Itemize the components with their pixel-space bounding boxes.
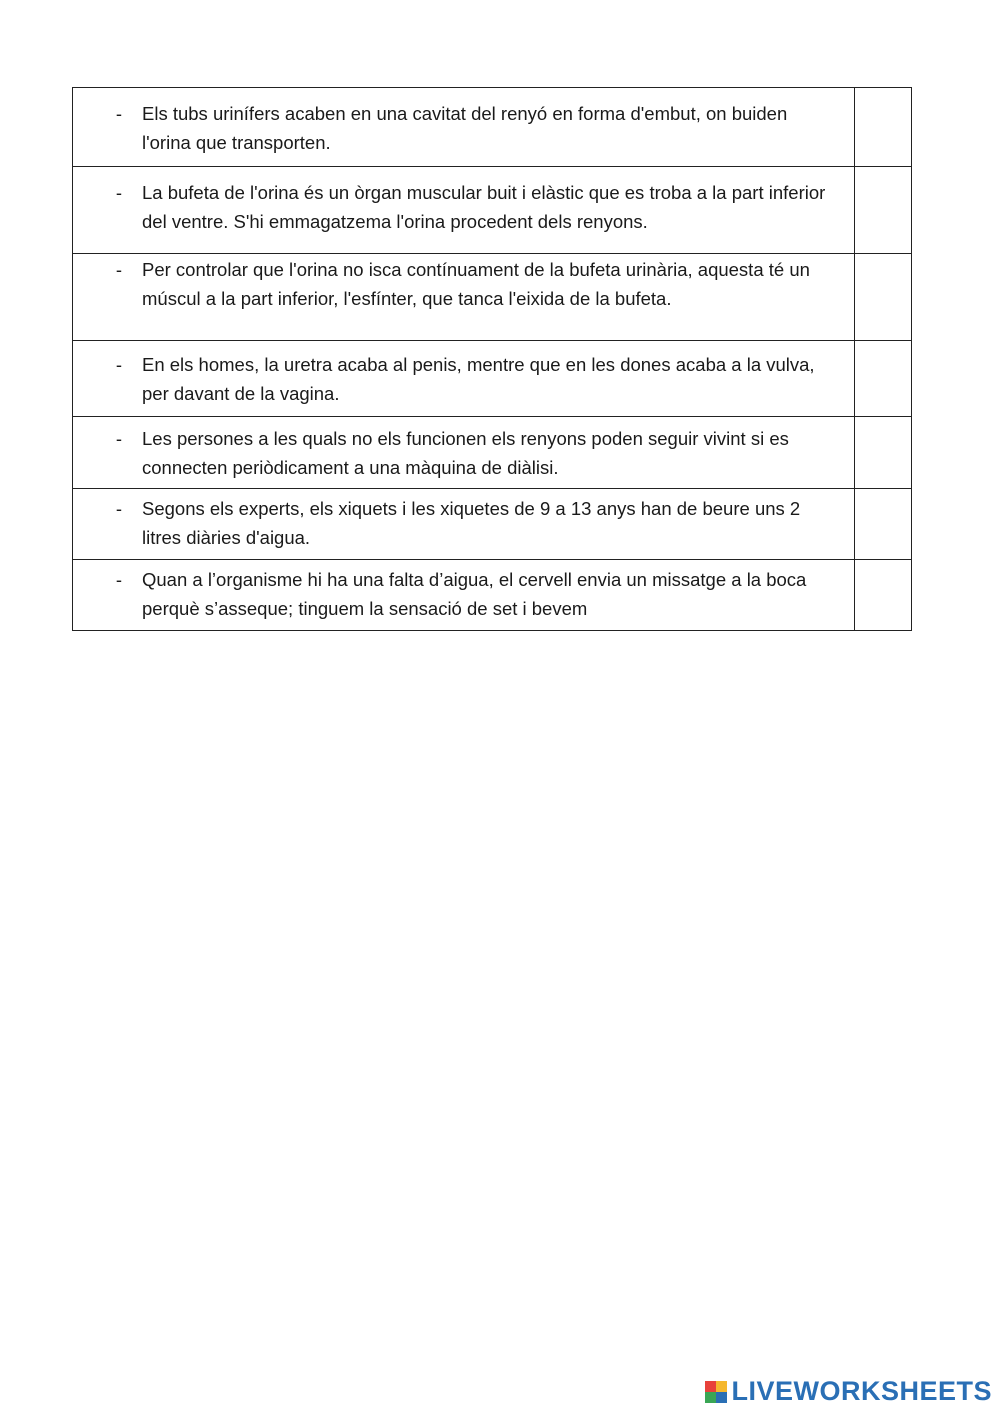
bullet-dash: - xyxy=(115,259,122,280)
liveworksheets-logo-icon xyxy=(705,1381,727,1403)
answer-box[interactable] xyxy=(854,167,911,254)
answer-box[interactable] xyxy=(854,560,911,631)
brand-name: LIVEWORKSHEETS xyxy=(731,1376,992,1406)
bullet-dash: - xyxy=(115,428,122,449)
statement-text: Les persones a les quals no els funcionen els renyons poden seguir vivint si es connecten periòdicament a una màquina de diàlisi. xyxy=(142,428,789,478)
statement-row xyxy=(73,167,912,254)
statement-text: Per controlar que l'orina no isca contínuament de la bufeta urinària, aquesta té un múscul a la part inferior, l'esfínter, que tanca l'eixida de la bufeta. xyxy=(142,259,810,309)
statement-cell xyxy=(73,167,855,254)
statement-row xyxy=(73,254,912,341)
answer-box[interactable] xyxy=(854,341,911,417)
statement-cell xyxy=(73,417,855,489)
bullet-dash: - xyxy=(115,354,122,375)
statement-text: Segons els experts, els xiquets i les xiquetes de 9 a 13 anys han de beure uns 2 litres diàries d'aigua. xyxy=(142,498,801,548)
statement-cell xyxy=(73,560,855,631)
bullet-dash: - xyxy=(115,569,122,590)
statement-cell xyxy=(73,341,855,417)
statement-cell xyxy=(73,489,855,560)
statement-row xyxy=(73,88,912,167)
statement-row xyxy=(73,341,912,417)
answer-box[interactable] xyxy=(854,254,911,341)
answer-box[interactable] xyxy=(854,489,911,560)
bullet-dash: - xyxy=(115,498,122,519)
statements-table xyxy=(72,87,912,631)
statement-cell xyxy=(73,88,855,167)
statement-text: En els homes, la uretra acaba al penis, mentre que en les dones acaba a la vulva, per davant de la vagina. xyxy=(142,354,815,404)
liveworksheets-brand xyxy=(705,1376,992,1407)
answer-box[interactable] xyxy=(854,88,911,167)
statement-text: La bufeta de l'orina és un òrgan muscular buit i elàstic que es troba a la part inferior del ventre. S'hi emmagatzema l'orina procedent dels renyons. xyxy=(142,182,826,232)
statement-row xyxy=(73,489,912,560)
bullet-dash: - xyxy=(115,103,122,124)
statement-row xyxy=(73,560,912,631)
statement-text: Els tubs urinífers acaben en una cavitat del renyó en forma d'embut, on buiden l'orina que transporten. xyxy=(142,103,788,153)
statement-text: Quan a l’organisme hi ha una falta d’aigua, el cervell envia un missatge a la boca perquè s’asseque; tinguem la sensació de set i bevem xyxy=(142,569,807,619)
statement-row xyxy=(73,417,912,489)
answer-box[interactable] xyxy=(854,417,911,489)
bullet-dash: - xyxy=(115,182,122,203)
statement-cell xyxy=(73,254,855,341)
